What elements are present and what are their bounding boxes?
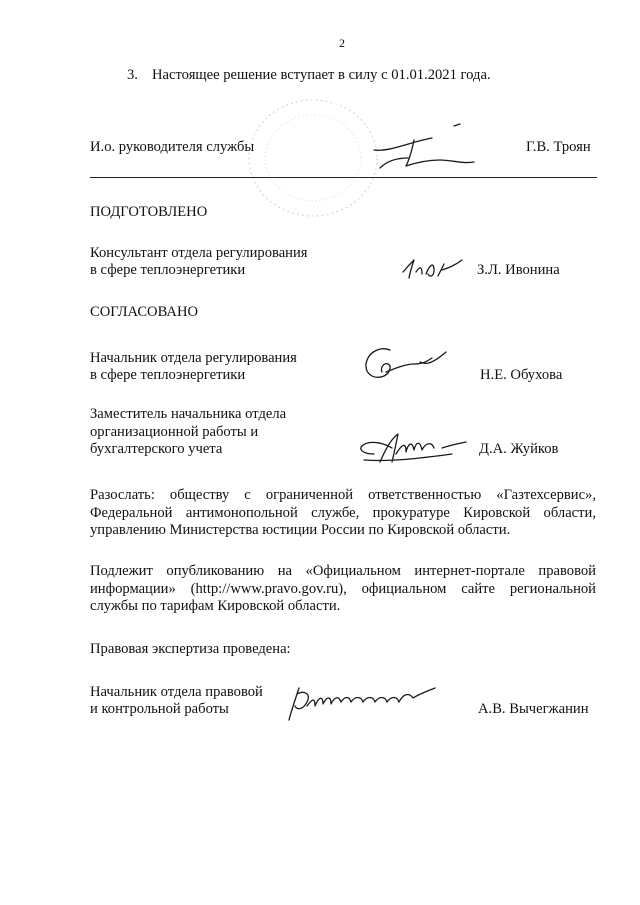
clause-text: Настоящее решение вступает в силу с 01.01.2021 года.	[152, 67, 491, 83]
official-seal	[243, 93, 383, 223]
publication-line-1: Подлежит опубликованию на «Официальном интернет-портале правовой	[90, 563, 596, 579]
head-signature	[370, 122, 480, 182]
agreed-1-signature	[360, 338, 450, 386]
agreed-1-name: Н.Е. Обухова	[480, 367, 563, 383]
head-name: Г.В. Троян	[526, 139, 591, 155]
legal-review-position-line-2: и контрольной работы	[90, 701, 229, 717]
agreed-2-position-line-3: бухгалтерского учета	[90, 441, 223, 457]
clause-number: 3.	[127, 67, 138, 83]
agreed-1-position-line-2: в сфере теплоэнергетики	[90, 367, 246, 383]
publication-line-2: информации» (http://www.pravo.gov.ru), официальном сайте региональной	[90, 581, 596, 597]
prepared-position-line-1: Консультант отдела регулирования	[90, 245, 308, 261]
prepared-heading: ПОДГОТОВЛЕНО	[90, 204, 208, 220]
prepared-signature	[400, 256, 465, 282]
legal-review-heading: Правовая экспертиза проведена:	[90, 641, 291, 657]
agreed-2-position-line-2: организационной работы и	[90, 424, 259, 440]
prepared-name: З.Л. Ивонина	[477, 262, 560, 278]
prepared-position-line-2: в сфере теплоэнергетики	[90, 262, 246, 278]
agreed-1-position-line-1: Начальник отдела регулирования	[90, 350, 297, 366]
separator-line	[90, 177, 597, 178]
agreed-2-name: Д.А. Жуйков	[479, 441, 559, 457]
legal-review-signature	[285, 680, 445, 724]
page-number: 2	[339, 36, 345, 50]
agreed-heading: СОГЛАСОВАНО	[90, 304, 199, 320]
distribution-line-3: управлению Министерства юстиции России по Кировской области.	[90, 522, 511, 538]
agreed-2-signature	[352, 424, 472, 470]
agreed-2-position-line-1: Заместитель начальника отдела	[90, 406, 287, 422]
distribution-line-2: Федеральной антимонопольной службе, прокуратуре Кировской области,	[90, 505, 596, 521]
legal-review-position-line-1: Начальник отдела правовой	[90, 684, 263, 700]
publication-line-3: службы по тарифам Кировской области.	[90, 598, 341, 614]
distribution-line-1: Разослать: обществу с ограниченной ответственностью «Газтехсервис»,	[90, 487, 596, 503]
legal-review-name: А.В. Вычегжанин	[478, 701, 589, 717]
head-position: И.о. руководителя службы	[90, 139, 255, 155]
